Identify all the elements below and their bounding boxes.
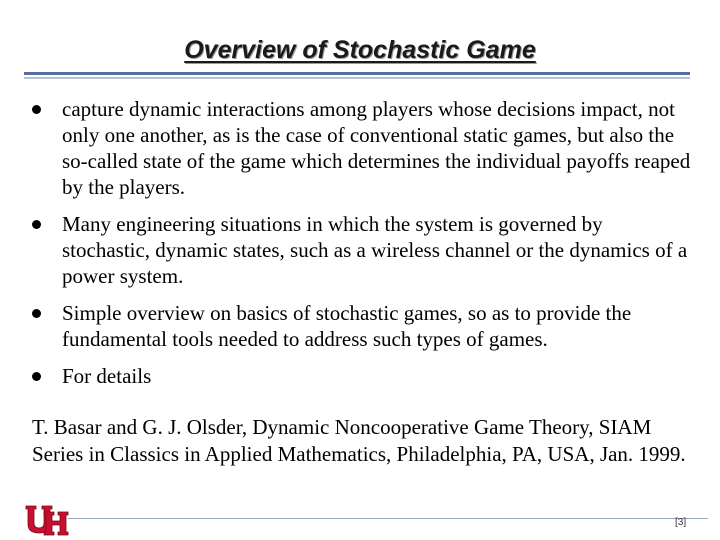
bullet-icon <box>32 105 41 114</box>
bullet-text: Many engineering situations in which the system is governed by stochastic, dynamic states, such as a wireless channel or the dynamics of a power system. <box>62 212 688 288</box>
footer-divider <box>68 518 708 519</box>
bullet-text: capture dynamic interactions among players whose decisions impact, not only one another, as is the case of conventional static games, but also the so-called state of the game which determines the individual payoffs reaped by the players. <box>62 97 691 199</box>
bullet-item <box>32 96 692 200</box>
bullet-item <box>32 363 692 389</box>
reference-citation: T. Basar and G. J. Olsder, Dynamic Noncooperative Game Theory, SIAM Series in Classics in Applied Mathematics, Philadelphia, PA, USA, Jan. 1999. <box>32 415 686 466</box>
page-number: [3] <box>675 517 687 528</box>
bullet-item <box>32 211 692 289</box>
slide-title: Overview of Stochastic Game <box>184 36 536 64</box>
bullet-icon <box>32 220 41 229</box>
bullet-text: For details <box>62 364 152 388</box>
title-divider-shadow <box>24 77 690 79</box>
bullet-item <box>32 300 692 352</box>
title-divider <box>24 72 690 75</box>
bullet-icon <box>32 309 41 318</box>
bullet-text: Simple overview on basics of stochastic games, so as to provide the fundamental tools needed to address such types of games. <box>62 301 632 351</box>
bullet-icon <box>32 372 41 381</box>
university-logo-icon <box>24 504 70 538</box>
bullet-list <box>32 96 692 400</box>
